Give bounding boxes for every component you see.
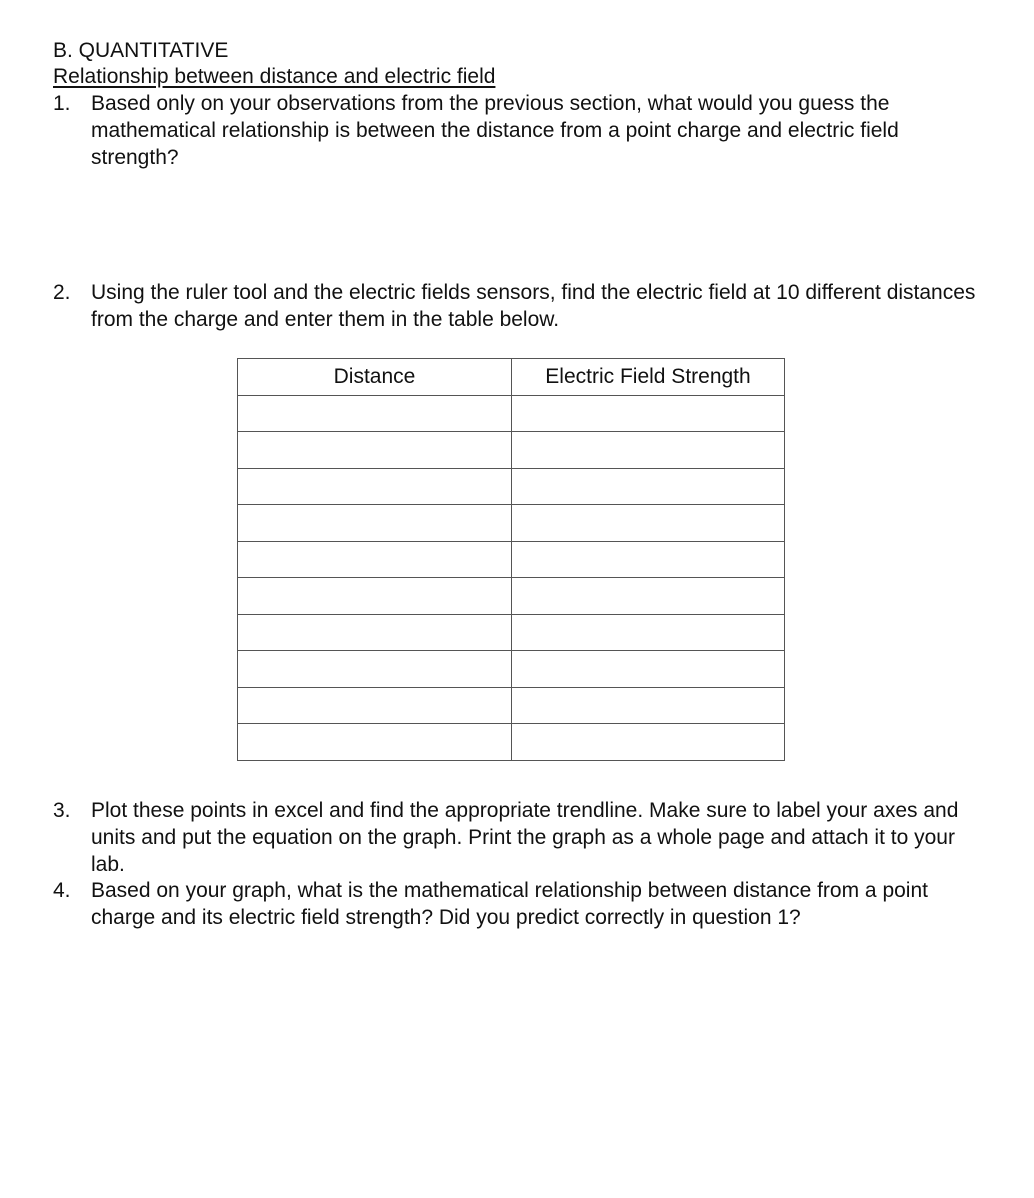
table-row <box>238 651 785 688</box>
field-strength-cell[interactable] <box>512 541 785 578</box>
question-number: 4. <box>53 879 71 902</box>
distance-cell[interactable] <box>238 395 512 432</box>
table-row <box>238 395 785 432</box>
question-text: Using the ruler tool and the electric fields sensors, find the electric field at 10 different distances from the charge and enter them in the table below. <box>91 281 976 331</box>
field-strength-cell[interactable] <box>512 651 785 688</box>
distance-cell[interactable] <box>238 541 512 578</box>
distance-cell[interactable] <box>238 468 512 505</box>
question-number: 2. <box>53 281 71 304</box>
table-row <box>238 505 785 542</box>
distance-cell[interactable] <box>238 578 512 615</box>
section-title: B. QUANTITATIVE <box>53 39 229 62</box>
field-strength-cell[interactable] <box>512 614 785 651</box>
question-3 <box>53 797 983 878</box>
column-header-electric-field-strength: Electric Field Strength <box>512 359 785 396</box>
data-table <box>237 358 785 761</box>
table-row <box>238 541 785 578</box>
distance-cell[interactable] <box>238 614 512 651</box>
distance-cell[interactable] <box>238 432 512 469</box>
table-header-row <box>238 359 785 396</box>
field-strength-cell[interactable] <box>512 687 785 724</box>
field-strength-cell[interactable] <box>512 468 785 505</box>
table-row <box>238 432 785 469</box>
distance-cell[interactable] <box>238 505 512 542</box>
section-subtitle: Relationship between distance and electric field <box>53 65 496 88</box>
table-row <box>238 724 785 761</box>
field-strength-cell[interactable] <box>512 505 785 542</box>
question-4 <box>53 877 983 931</box>
table-row <box>238 614 785 651</box>
question-text: Based only on your observations from the previous section, what would you guess the mathematical relationship is between the distance from a point charge and electric field strength? <box>91 92 899 169</box>
field-strength-cell[interactable] <box>512 724 785 761</box>
field-strength-cell[interactable] <box>512 395 785 432</box>
distance-cell[interactable] <box>238 651 512 688</box>
question-2 <box>53 279 983 333</box>
question-text: Plot these points in excel and find the appropriate trendline. Make sure to label your axes and units and put the equation on the graph. Print the graph as a whole page and attach it to your lab. <box>91 799 959 876</box>
distance-cell[interactable] <box>238 687 512 724</box>
table-row <box>238 578 785 615</box>
question-1 <box>53 90 983 171</box>
field-strength-cell[interactable] <box>512 432 785 469</box>
question-number: 3. <box>53 799 71 822</box>
distance-cell[interactable] <box>238 724 512 761</box>
table-row <box>238 687 785 724</box>
question-number: 1. <box>53 92 71 115</box>
question-text: Based on your graph, what is the mathematical relationship between distance from a point charge and its electric field strength? Did you predict correctly in question 1? <box>91 879 928 929</box>
field-strength-cell[interactable] <box>512 578 785 615</box>
table-row <box>238 468 785 505</box>
column-header-distance: Distance <box>238 359 512 396</box>
